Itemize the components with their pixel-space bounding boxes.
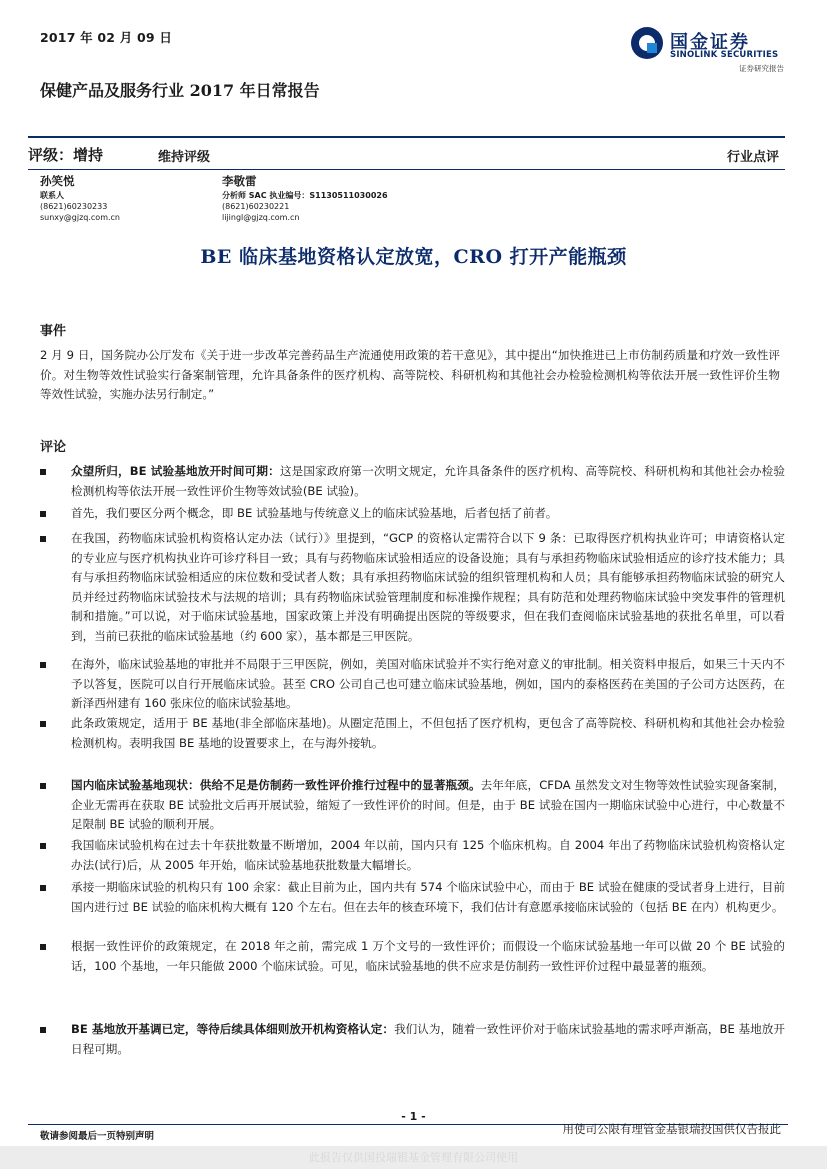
footer-usage-note: 用使司公限有理管金基银瑞投国供仅告报此 [562, 1122, 781, 1136]
bullet-text: 在海外，临床试验基地的审批并不局限于三甲医院，例如，美国对临床试验并不实行绝对意义的审批制。相关资料申报后，如果三十天内不予以答复，医院可以自行开展临床试验。甚至 CRO 公司自己也可建立临床试验基地，例如，国内的泰格医药在美国的子公司方达医药，在新泽西州建有 160 张床位的临床试验基地。 [71, 657, 785, 710]
bullet-square-icon [40, 843, 46, 849]
sinolink-logo [630, 26, 790, 74]
watermark: 此报告仅供国投瑞银基金管理有限公司使用 [0, 1146, 827, 1169]
report-title: 保健产品及服务行业 2017 年日常报告 [40, 81, 320, 100]
bullet-text: 承接一期临床试验的机构只有 100 余家：截止目前为止，国内共有 574 个临床试验中心，而由于 BE 试验在健康的受试者身上进行，目前国内进行过 BE 试验的临床机构大概有 120 个左右。但在去年的核查环境下，我们估计有意愿承接临床试验的（包括 BE 在内）机构更少。 [71, 880, 785, 914]
logo-text-en: SINOLINK SECURITIES [670, 50, 779, 60]
bullet-lead: 众望所归，BE 试验基地放开时间可期： [71, 464, 280, 478]
bullet-lead: 国内临床试验基地现状：供给不足是仿制药一致性评价推行过程中的显著瓶颈。 [71, 778, 481, 792]
headline: BE 临床基地资格认定放宽，CRO 打开产能瓶颈 [200, 246, 627, 268]
event-text: 2 月 9 日，国务院办公厅发布《关于进一步改革完善药品生产流通使用政策的若干意见》，其中提出“加快推进已上市仿制药质量和疗效一致性评价。对生物等效性试验实行备案制管理，允许具备条件的医疗机构、高等院校、科研机构和其他社会办检验检测机构等依法开展一致性评价生物等效性试验，实施办法另行制定。” [40, 348, 780, 401]
bullet-text: 我国临床试验机构在过去十年获批数量不断增加，2004 年以前，国内只有 125 个临床机构。自 2004 年出了药物临床试验机构资格认定办法(试行)后，从 2005 年开始，临床试验基地获批数量大幅增长。 [71, 838, 785, 872]
list-item [40, 776, 785, 835]
analyst-phone: (8621)60230221 [222, 202, 290, 211]
analyst-email: lijingl@gjzq.com.cn [222, 213, 300, 222]
rating-label: 评级：增持 [28, 146, 104, 164]
list-item [40, 714, 785, 753]
bullet-square-icon [40, 511, 46, 517]
analyst-role: 联系人 [40, 191, 64, 200]
disclaimer-note: 敬请参阅最后一页特别声明 [40, 1131, 155, 1142]
bullet-square-icon [40, 536, 46, 542]
bullet-square-icon [40, 885, 46, 891]
bullet-square-icon [40, 662, 46, 668]
analyst-name: 孙笑悦 [40, 174, 75, 188]
list-item [40, 655, 785, 714]
analyst-role: 分析师 SAC 执业编号：S1130511030026 [222, 191, 388, 200]
comment-heading: 评论 [40, 440, 67, 455]
analyst-phone: (8621)60230233 [40, 202, 108, 211]
bullet-lead: BE 基地放开基调已定，等待后续具体细则放开机构资格认定： [71, 1022, 395, 1036]
page-number: - 1 - [401, 1110, 426, 1123]
bullet-text: 这是国家政府第一次明文规定，允许具备条件的医疗机构、高等院校、科研机构和其他社会办检验检测机构等依法开展一致性评价生物等效试验(BE 试验)。 [71, 464, 785, 498]
list-item [40, 836, 785, 875]
list-item [40, 504, 785, 524]
bullet-square-icon [40, 944, 46, 950]
bullet-text: 我们认为，随着一致性评价对于临床试验基地的需求呼声渐高，BE 基地放开日程可期。 [71, 1022, 786, 1056]
report-date: 2017 年 02 月 09 日 [40, 30, 173, 45]
logo-subtitle: 证券研究报告 [739, 64, 784, 73]
bullet-square-icon [40, 469, 46, 475]
report-type: 行业点评 [726, 150, 779, 165]
logo-text-cn: 国金证券 [670, 32, 750, 53]
rating-maintain: 维持评级 [158, 150, 211, 165]
bullet-square-icon [40, 783, 46, 789]
list-item [40, 1020, 785, 1059]
bullet-text: 去年年底，CFDA 虽然发文对生物等效性试验实现备案制，企业无需再在获取 BE 试验批文后再开展试验，缩短了一致性评价的时间。但是，由于 BE 试验在国内一期临床试验中心进行，中心数量不足限制 BE 试验的顺利开展。 [71, 778, 785, 831]
list-item [40, 937, 785, 976]
list-item [40, 878, 785, 917]
bullet-text: 首先，我们要区分两个概念，即 BE 试验基地与传统意义上的临床试验基地，后者包括了前者。 [71, 506, 558, 520]
bullet-text: 在我国，药物临床试验机构资格认定办法（试行）》里提到，“GCP 的资格认定需符合以下 9 条：已取得医疗机构执业许可；申请资格认定的专业应与医疗机构执业许可诊疗科目一致；具有与药物临床试验相适应的设备设施；具有与承担药物临床试验相适应的诊疗技术能力；具有与承担药物临床试验相适应的床位数和受试者人数；具有承担药物临床试验的组织管理机构和人员；具有能够承担药物临床试验的研究人员并经过药物临床试验技术与法规的培训；具有药物临床试验管理制度和标准操作规程；具有防范和处理药物临床试验中突发事件的管理机制和措施。”可以说，对于临床试验基地，国家政策上并没有明确提出医院的等级要求，但在我们查阅临床试验基地的获批名单里，可以看到，当前已获批的临床试验基地（约 600 家），基本都是三甲医院。 [71, 531, 785, 643]
bullet-text: 此条政策规定，适用于 BE 基地(非全部临床基地)。从圈定范围上，不但包括了医疗机构，更包含了高等院校、科研机构和其他社会办检验检测机构。表明我国 BE 基地的设置要求上，在与海外接轨。 [71, 716, 785, 750]
list-item [40, 529, 785, 646]
logo-mark-icon [630, 26, 664, 60]
bullet-text: 根据一致性评价的政策规定，在 2018 年之前，需完成 1 万个文号的一致性评价；而假设一个临床试验基地一年可以做 20 个 BE 试验的话，100 个基地，一年只能做 2000 个临床试验。可见，临床试验基地的供不应求是仿制药一致性评价过程中最显著的瓶颈。 [71, 939, 785, 973]
bullet-square-icon [40, 721, 46, 727]
rating-bar [28, 136, 785, 170]
analyst-name: 李敬雷 [222, 174, 257, 188]
event-heading: 事件 [40, 324, 67, 339]
list-item [40, 462, 785, 501]
analyst-1 [40, 176, 120, 223]
analyst-email: sunxy@gjzq.com.cn [40, 213, 120, 222]
bullet-square-icon [40, 1027, 46, 1033]
analyst-2 [222, 176, 388, 223]
